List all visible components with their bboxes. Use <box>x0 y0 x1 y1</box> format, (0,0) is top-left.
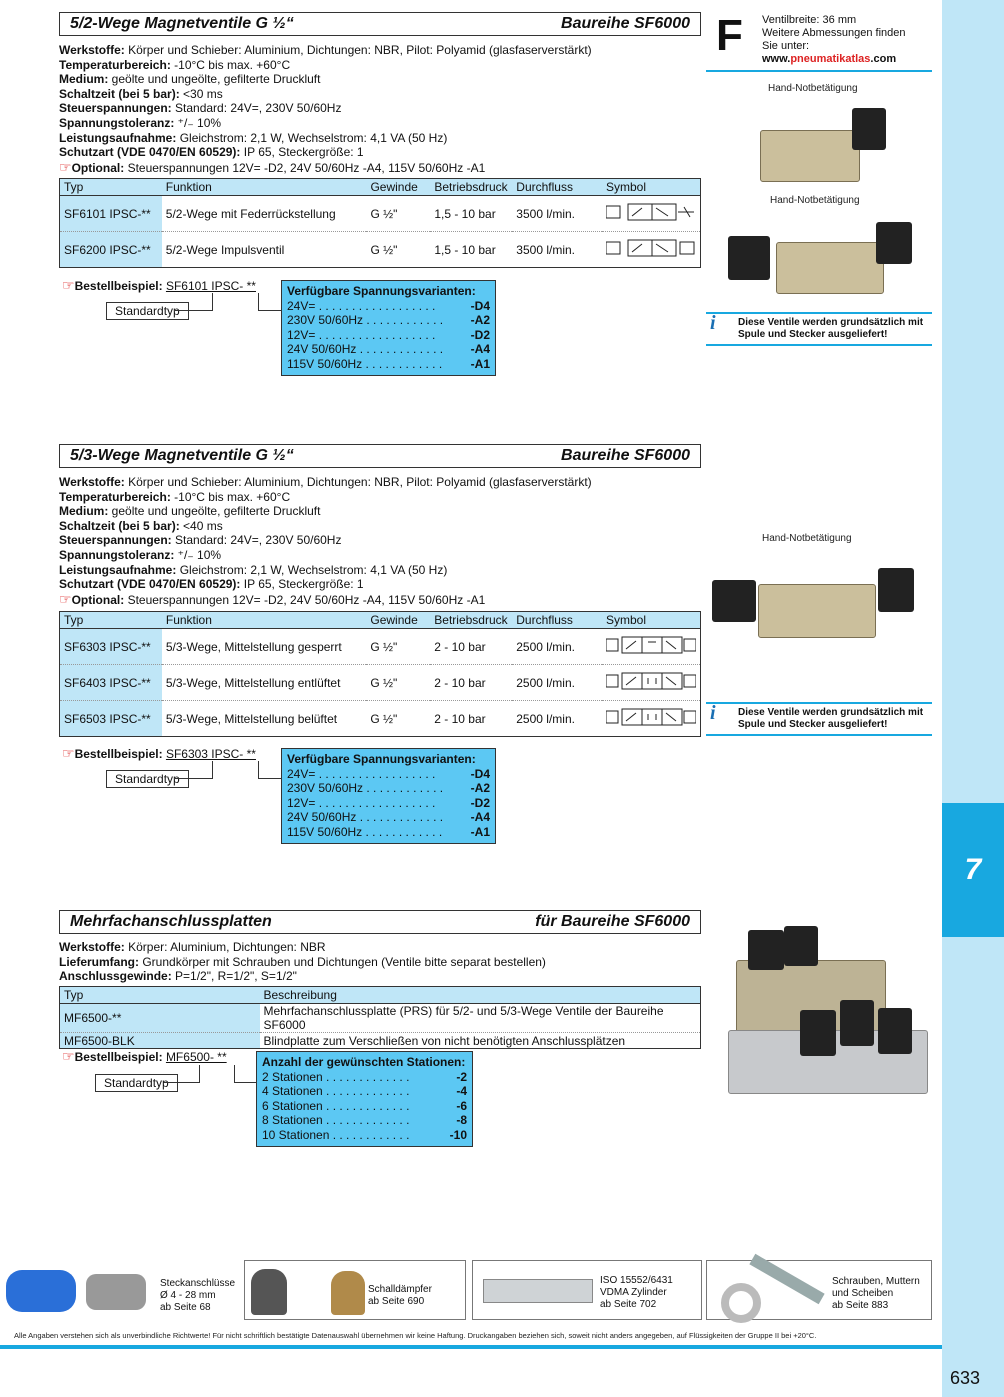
screw-photo <box>749 1254 824 1304</box>
col-header: Typ <box>60 612 162 629</box>
spec-line: Steuerspannungen: Standard: 24V=, 230V 50/60Hz <box>59 101 342 116</box>
product-table-manifold <box>59 986 701 1049</box>
valve-photo <box>758 584 876 638</box>
variant-row: 115V 50/60Hz . . . . . . . . . . . . -A1 <box>287 824 490 839</box>
variant-row: 24V 50/60Hz . . . . . . . . . . . . . -A4 <box>287 810 490 825</box>
variant-row: 4 Stationen . . . . . . . . . . . . . -4 <box>262 1084 467 1099</box>
coil-photo <box>878 1008 912 1054</box>
fitting-photo <box>86 1274 146 1310</box>
connector-line <box>234 1065 256 1083</box>
hand-override-label: Hand-Notbetätigung <box>768 83 858 94</box>
function-cell: 5/3-Wege, Mittelstellung belüftet <box>162 701 367 737</box>
series-label: für Baureihe SF6000 <box>535 913 690 930</box>
type-cell: SF6403 IPSC-** <box>60 665 162 701</box>
right-sidebar <box>942 0 1004 1397</box>
section-title-manifold <box>59 910 701 934</box>
type-cell: SF6503 IPSC-** <box>60 701 162 737</box>
coil-photo <box>878 568 914 612</box>
standard-type-box: Standardtyp <box>106 302 189 320</box>
coil-photo <box>840 1000 874 1046</box>
connector-line <box>258 293 282 311</box>
valve-width: Ventilbreite: 36 mm <box>762 14 857 26</box>
table-row[interactable] <box>60 196 701 232</box>
table-row[interactable] <box>60 629 701 665</box>
box-heading: Verfügbare Spannungsvarianten: <box>287 752 476 766</box>
footer-text-cylinders: ISO 15552/6431 VDMA Zylinder ab Seite 702 <box>600 1275 673 1310</box>
description-cell: Blindplatte zum Verschließen von nicht benötigten Anschlussplätzen <box>260 1033 701 1049</box>
stations-box <box>256 1051 473 1147</box>
pressure-cell: 1,5 - 10 bar <box>430 232 512 268</box>
optional-line: ☞ Optional: Steuerspannungen 12V= -D2, 24V 50/60Hz -A4, 115V 50/60Hz -A1 <box>59 592 699 608</box>
variant-row: 12V= . . . . . . . . . . . . . . . . . . -D2 <box>287 795 490 810</box>
spec-line: Leistungsaufnahme: Gleichstrom: 2,1 W, Wechselstrom: 4,1 VA (50 Hz) <box>59 130 448 145</box>
section-title: 5/2-Wege Magnetventile G ½“ <box>70 15 294 32</box>
symbol-cell <box>602 701 701 737</box>
valve-symbol-icon <box>606 634 696 656</box>
spec-line: Medium: geölte und ungeölte, gefilterte Druckluft <box>59 72 321 87</box>
valve-photo <box>776 242 884 294</box>
col-header: Symbol <box>602 612 701 629</box>
coil-photo <box>784 926 818 966</box>
product-table-53 <box>59 611 701 737</box>
product-table-52 <box>59 178 701 268</box>
type-cell: SF6303 IPSC-** <box>60 629 162 665</box>
hand-override-label: Hand-Notbetätigung <box>762 533 852 544</box>
cylinder-photo <box>483 1279 593 1303</box>
connector-line <box>164 1065 200 1083</box>
col-header: Funktion <box>162 612 367 629</box>
table-header <box>60 987 701 1004</box>
spec-line: Spannungstoleranz: ⁺/₋ 10% <box>59 115 222 130</box>
variant-row: 6 Stationen . . . . . . . . . . . . . -6 <box>262 1098 467 1113</box>
type-cell: SF6101 IPSC-** <box>60 196 162 232</box>
spec-line: Medium: geölte und ungeölte, gefilterte Druckluft <box>59 504 321 519</box>
silencer-photo <box>251 1269 287 1315</box>
flow-cell: 3500 l/min. <box>512 196 602 232</box>
col-header: Betriebsdruck <box>430 612 512 629</box>
col-header: Betriebsdruck <box>430 179 512 196</box>
description-cell: Mehrfachanschlussplatte (PRS) für 5/2- und 5/3-Wege Ventile der Baureihe SF6000 <box>260 1004 701 1033</box>
page-number: 633 <box>950 1368 981 1388</box>
symbol-cell <box>602 665 701 701</box>
coil-photo <box>748 930 784 970</box>
spec-line: Schutzart (VDE 0470/EN 60529): IP 65, Steckergröße: 1 <box>59 145 364 160</box>
standard-type-box: Standardtyp <box>106 770 189 788</box>
bottom-rule <box>0 1345 942 1349</box>
table-row[interactable] <box>60 1004 701 1033</box>
website-link[interactable]: www.pneumatikatlas.com <box>762 53 897 65</box>
pressure-cell: 1,5 - 10 bar <box>430 196 512 232</box>
spec-line: Schaltzeit (bei 5 bar): <30 ms <box>59 86 223 101</box>
section-title-53 <box>59 444 701 468</box>
pressure-cell: 2 - 10 bar <box>430 701 512 737</box>
function-cell: 5/3-Wege, Mittelstellung gesperrt <box>162 629 367 665</box>
symbol-cell <box>602 196 701 232</box>
spec-line: Temperaturbereich: -10°C bis max. +60°C <box>59 489 291 504</box>
table-header <box>60 612 701 629</box>
valve-symbol-icon <box>606 237 696 259</box>
disclaimer: Alle Angaben verstehen sich als unverbindliche Richtwerte! Für nicht schriftlich bestätigte Datenauswahl übernehmen wir keine Haftung. Druckangaben beziehen sich, soweit nicht anders angegeben, auf Flüssigkeiten der Gruppe II bei +20°C. <box>14 1331 817 1340</box>
order-example: ☞ Bestellbeispiel: SF6303 IPSC- ** <box>62 745 256 762</box>
order-example: ☞ Bestellbeispiel: MF6500- ** <box>62 1048 227 1065</box>
variant-row: 230V 50/60Hz . . . . . . . . . . . . -A2 <box>287 313 490 328</box>
col-header: Typ <box>60 179 162 196</box>
col-header: Typ <box>60 987 260 1004</box>
order-code: SF6303 IPSC- ** <box>165 747 256 761</box>
table-row[interactable] <box>60 1033 701 1049</box>
flow-cell: 2500 l/min. <box>512 701 602 737</box>
spec-block-manifold <box>59 940 699 984</box>
spec-block-53 <box>59 475 699 607</box>
caliper-icon: F <box>716 11 743 60</box>
symbol-cell <box>602 232 701 268</box>
col-header: Durchfluss <box>512 612 602 629</box>
spec-line: Spannungstoleranz: ⁺/₋ 10% <box>59 547 222 562</box>
variant-row: 8 Stationen . . . . . . . . . . . . . -8 <box>262 1113 467 1128</box>
valve-symbol-icon <box>606 706 696 728</box>
voltage-variants-box <box>281 280 496 376</box>
voltage-variants-box <box>281 748 496 844</box>
thread-cell: G ½" <box>366 665 430 701</box>
coil-photo <box>876 222 912 264</box>
footer-silencers[interactable] <box>244 1260 466 1320</box>
spec-line: Anschlussgewinde: P=1/2", R=1/2", S=1/2" <box>59 969 297 984</box>
info-note: i Diese Ventile werden grundsätzlich mit Spule und Stecker ausgeliefert! <box>706 312 932 346</box>
function-cell: 5/3-Wege, Mittelstellung entlüftet <box>162 665 367 701</box>
coil-photo <box>712 580 756 622</box>
col-header: Gewinde <box>366 179 430 196</box>
standard-type-box: Standardtyp <box>95 1074 178 1092</box>
variant-row: 10 Stationen . . . . . . . . . . . . -10 <box>262 1127 467 1142</box>
info-icon: i <box>710 312 716 334</box>
variant-row: 12V= . . . . . . . . . . . . . . . . . . -D2 <box>287 327 490 342</box>
spec-line: Werkstoffe: Körper: Aluminium, Dichtungen: NBR <box>59 940 326 954</box>
type-cell: MF6500-BLK <box>60 1033 260 1049</box>
symbol-cell <box>602 629 701 665</box>
spec-line: Schaltzeit (bei 5 bar): <40 ms <box>59 518 223 533</box>
connector-line <box>174 761 213 779</box>
variant-row: 2 Stationen . . . . . . . . . . . . . -2 <box>262 1069 467 1084</box>
spec-line: Steuerspannungen: Standard: 24V=, 230V 50/60Hz <box>59 533 342 548</box>
box-heading: Anzahl der gewünschten Stationen: <box>262 1055 466 1069</box>
coil-photo <box>728 236 770 280</box>
washer-photo <box>721 1283 761 1323</box>
valve-symbol-icon <box>606 670 696 692</box>
spec-block-52 <box>59 43 699 175</box>
connector-line <box>258 761 282 779</box>
thread-cell: G ½" <box>366 629 430 665</box>
thread-cell: G ½" <box>366 701 430 737</box>
section-title-52 <box>59 12 701 36</box>
col-header: Symbol <box>602 179 701 196</box>
flow-cell: 2500 l/min. <box>512 665 602 701</box>
spec-line: Temperaturbereich: -10°C bis max. +60°C <box>59 57 291 72</box>
variant-row: 24V= . . . . . . . . . . . . . . . . . . -D4 <box>287 298 490 313</box>
dimension-info <box>706 11 932 72</box>
silencer-photo <box>331 1271 365 1315</box>
thread-cell: G ½" <box>366 232 430 268</box>
info-line: Weitere Abmessungen finden <box>762 27 906 39</box>
pressure-cell: 2 - 10 bar <box>430 629 512 665</box>
coil-photo <box>852 108 886 150</box>
table-row[interactable] <box>60 665 701 701</box>
type-cell: MF6500-** <box>60 1004 260 1033</box>
col-header: Gewinde <box>366 612 430 629</box>
spec-line: Werkstoffe: Körper und Schieber: Aluminium, Dichtungen: NBR, Pilot: Polyamid (glasfaserverstärkt) <box>59 475 592 489</box>
pressure-cell: 2 - 10 bar <box>430 665 512 701</box>
order-example: ☞ Bestellbeispiel: SF6101 IPSC- ** <box>62 277 256 294</box>
footer-text-silencers: Schalldämpfer ab Seite 690 <box>368 1284 432 1307</box>
valve-photo <box>760 130 860 182</box>
spec-line: Leistungsaufnahme: Gleichstrom: 2,1 W, Wechselstrom: 4,1 VA (50 Hz) <box>59 562 448 577</box>
flow-cell: 2500 l/min. <box>512 629 602 665</box>
type-cell: SF6200 IPSC-** <box>60 232 162 268</box>
function-cell: 5/2-Wege Impulsventil <box>162 232 367 268</box>
valve-symbol-icon <box>606 201 696 223</box>
table-row[interactable] <box>60 701 701 737</box>
coil-photo <box>800 1010 836 1056</box>
col-header: Durchfluss <box>512 179 602 196</box>
chapter-tab[interactable]: 7 <box>942 803 1004 937</box>
series-label: Baureihe SF6000 <box>561 447 690 464</box>
flow-cell: 3500 l/min. <box>512 232 602 268</box>
info-line: Sie unter: <box>762 40 810 52</box>
box-heading: Verfügbare Spannungsvarianten: <box>287 284 476 298</box>
spec-line: Schutzart (VDE 0470/EN 60529): IP 65, Steckergröße: 1 <box>59 577 364 592</box>
thread-cell: G ½" <box>366 196 430 232</box>
col-header: Funktion <box>162 179 367 196</box>
order-code: MF6500- ** <box>165 1050 227 1064</box>
hand-override-label: Hand-Notbetätigung <box>770 195 860 206</box>
section-title: 5/3-Wege Magnetventile G ½“ <box>70 447 294 464</box>
connector-line <box>174 293 213 311</box>
footer-text-screws: Schrauben, Muttern und Scheiben ab Seite 883 <box>832 1276 920 1311</box>
footer-text-fittings: Steckanschlüsse Ø 4 - 28 mm ab Seite 68 <box>160 1278 236 1313</box>
variant-row: 24V 50/60Hz . . . . . . . . . . . . . -A4 <box>287 342 490 357</box>
fitting-photo <box>6 1270 76 1312</box>
function-cell: 5/2-Wege mit Federrückstellung <box>162 196 367 232</box>
optional-line: ☞ Optional: Steuerspannungen 12V= -D2, 24V 50/60Hz -A4, 115V 50/60Hz -A1 <box>59 160 699 176</box>
variant-row: 230V 50/60Hz . . . . . . . . . . . . -A2 <box>287 781 490 796</box>
section-title: Mehrfachanschlussplatten <box>70 913 272 930</box>
info-icon: i <box>710 702 716 724</box>
series-label: Baureihe SF6000 <box>561 15 690 32</box>
spec-line: Lieferumfang: Grundkörper mit Schrauben und Dichtungen (Ventile bitte separat bestellen) <box>59 954 546 969</box>
table-row[interactable] <box>60 232 701 268</box>
order-code: SF6101 IPSC- ** <box>165 279 256 293</box>
variant-row: 24V= . . . . . . . . . . . . . . . . . . -D4 <box>287 766 490 781</box>
variant-row: 115V 50/60Hz . . . . . . . . . . . . -A1 <box>287 356 490 371</box>
spec-line: Werkstoffe: Körper und Schieber: Aluminium, Dichtungen: NBR, Pilot: Polyamid (glasfaserverstärkt) <box>59 43 592 57</box>
col-header: Beschreibung <box>260 987 701 1004</box>
info-note: i Diese Ventile werden grundsätzlich mit Spule und Stecker ausgeliefert! <box>706 702 932 736</box>
table-header <box>60 179 701 196</box>
